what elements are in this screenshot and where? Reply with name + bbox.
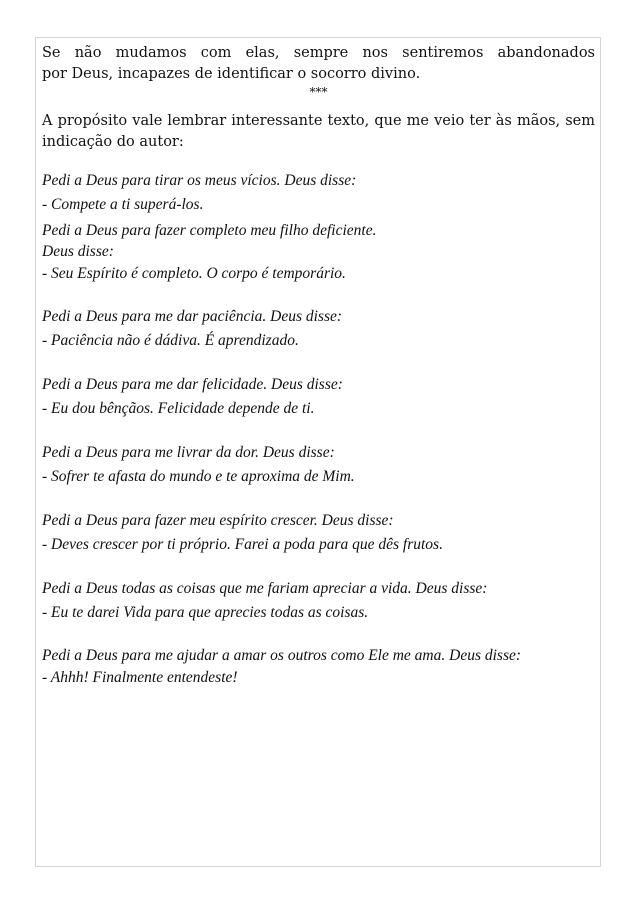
- stanza-answer: - Compete a ti superá-los.: [42, 196, 204, 213]
- poem: [42, 169, 595, 690]
- stanza-answer: - Eu te darei Vida para que aprecies todas as coisas.: [42, 604, 369, 621]
- document-body: [42, 43, 595, 690]
- lead-paragraph: A propósito vale lembrar interessante texto, que me veio ter às mãos, sem indicação do autor:: [42, 113, 595, 150]
- stanza-4: [42, 373, 595, 421]
- stanza-6: [42, 509, 595, 557]
- stanza-ask: Pedi a Deus para fazer meu espírito crescer. Deus disse:: [42, 512, 394, 529]
- stanza-3: [42, 305, 595, 353]
- stanza-ask: Pedi a Deus para me dar paciência. Deus disse:: [42, 308, 343, 325]
- stanza-answer: - Ahhh! Finalmente entendeste!: [42, 669, 238, 686]
- stanza-2: [42, 220, 595, 286]
- stanza-7: [42, 577, 595, 625]
- page-frame: [35, 37, 601, 867]
- stanza-answer: - Deves crescer por ti próprio. Farei a poda para que dês frutos.: [42, 536, 443, 553]
- stanza-answer: - Paciência não é dádiva. É aprendizado.: [42, 332, 299, 349]
- stanza-ask: Pedi a Deus para fazer completo meu filho deficiente.: [42, 222, 377, 239]
- stanza-8: [42, 645, 595, 690]
- stanza-1: [42, 169, 595, 217]
- intro-line-2: por Deus, incapazes de identificar o socorro divino.: [42, 66, 421, 82]
- stanza-ask-continued: Deus disse:: [42, 243, 114, 260]
- stanza-answer: - Eu dou bênçãos. Felicidade depende de ti.: [42, 400, 315, 417]
- stanza-5: [42, 441, 595, 489]
- stanza-answer: - Sofrer te afasta do mundo e te aproxima de Mim.: [42, 468, 355, 485]
- stanza-ask: Pedi a Deus todas as coisas que me fariam apreciar a vida. Deus disse:: [42, 580, 488, 597]
- stanza-ask: Pedi a Deus para me dar felicidade. Deus disse:: [42, 376, 343, 393]
- stanza-ask: Pedi a Deus para me livrar da dor. Deus disse:: [42, 444, 335, 461]
- stanza-ask: Pedi a Deus para tirar os meus vícios. Deus disse:: [42, 172, 357, 189]
- intro-line-1: Se não mudamos com elas, sempre nos sentiremos abandonados: [42, 45, 595, 61]
- stanza-answer: - Seu Espírito é completo. O corpo é temporário.: [42, 265, 346, 282]
- stanza-ask: Pedi a Deus para me ajudar a amar os outros como Ele me ama. Deus disse:: [42, 647, 522, 664]
- section-separator: ***: [309, 85, 328, 99]
